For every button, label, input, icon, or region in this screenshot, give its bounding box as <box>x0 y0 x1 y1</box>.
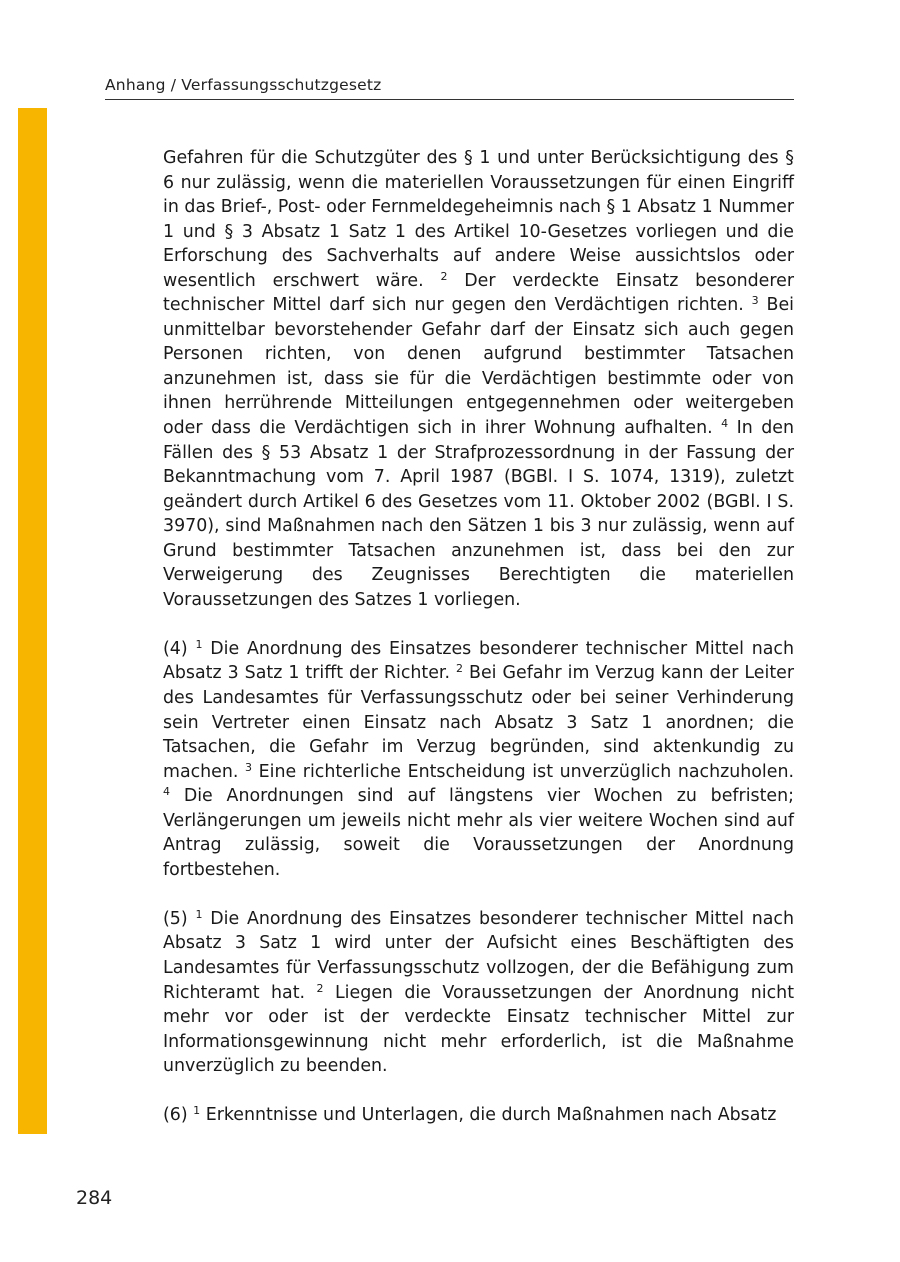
paragraph-6 <box>163 1103 794 1128</box>
page-number: 284 <box>76 1187 113 1209</box>
paragraph-label: (6) <box>163 1105 188 1126</box>
sentence: Gefahren für die Schutzgüter des § 1 und unter Berücksichtigung des § 6 nur zulässig, wenn die materiellen Voraussetzungen für einen Eingriff in das Brief-, Post- oder Fernmeldegeheimnis nach § 1 Absatz 1 Nummer 1 und § 3 Absatz 1 Satz 1 des Artikel 10-Gesetzes vorliegen und die Erforschung des Sachverhalts auf andere Weise aussichtslos oder wesentlich erschwert wäre. <box>163 148 794 291</box>
header-rule <box>105 99 794 100</box>
sentence-number: 2 <box>316 981 324 995</box>
sentence: Die Anordnung des Einsatzes besonderer technischer Mittel nach Absatz 3 Satz 1 wird unter der Aufsicht eines Beschäftigten des Landesamtes für Verfassungsschutz vollzogen, der die Befähigung zum Richteramt hat. <box>163 908 794 1003</box>
sentence-number: 2 <box>456 662 464 676</box>
sentence: Bei Gefahr im Verzug kann der Leiter des Landesamtes für Verfassungsschutz oder bei seiner Verhinderung sein Vertreter einen Einsatz nach Absatz 3 Satz 1 anordnen; die Tatsachen, die Gefahr im Verzug begründen, sind aktenkundig zu machen. <box>163 663 794 782</box>
sentence: Der verdeckte Einsatz besonderer technischer Mittel darf sich nur gegen den Verdächtigen richten. <box>163 270 794 316</box>
paragraph-4 <box>163 637 794 882</box>
sentence: Erkenntnisse und Unterlagen, die durch Maßnahmen nach Absatz <box>205 1105 777 1126</box>
paragraph-label: (4) <box>163 638 188 659</box>
running-header: Anhang / Verfassungsschutzgesetz <box>105 76 382 94</box>
sentence: Die Anordnungen sind auf längstens vier Wochen zu befristen; Verlängerungen um jeweils nicht mehr als vier weitere Wochen sind auf Antrag zulässig, soweit die Voraussetzungen der Anordnung fortbestehen. <box>163 786 794 880</box>
sentence-number: 3 <box>751 294 759 308</box>
sentence: Eine richterliche Entscheidung ist unverzüglich nachzuholen. <box>258 761 794 782</box>
paragraph-label: (5) <box>163 908 188 929</box>
sentence-number: 4 <box>721 417 729 431</box>
sentence: Die Anordnung des Einsatzes besonderer technischer Mittel nach Absatz 3 Satz 1 trifft der Richter. <box>163 638 794 684</box>
sentence-number: 1 <box>193 1104 201 1118</box>
sentence: Bei unmittelbar bevorstehender Gefahr darf der Einsatz sich auch gegen Personen richten, von denen aufgrund bestimmter Tatsachen anzunehmen ist, dass sie für die Verdächtigen bestimmte oder von ihnen herrührende Mitteilungen entgegennehmen oder weitergeben oder dass die Verdächtigen sich in ihrer Wohnung aufhalten. <box>163 295 794 439</box>
chapter-side-bar <box>18 108 47 1134</box>
paragraph-continuation <box>163 146 794 612</box>
sentence: Liegen die Voraussetzungen der Anordnung nicht mehr vor oder ist der verdeckte Einsatz technischer Mittel zur Informationsgewinnung nicht mehr erforderlich, ist die Maßnahme unverzüglich zu beenden. <box>163 982 795 1077</box>
sentence-number: 2 <box>440 269 448 283</box>
sentence: In den Fällen des § 53 Absatz 1 der Strafprozessordnung in der Fassung der Bekanntmachung vom 7. April 1987 (BGBl. I S. 1074, 1319), zuletzt geändert durch Artikel 6 des Gesetzes vom 11. Oktober 2002 (BGBl. I S. 3970), sind Maßnahmen nach den Sätzen 1 bis 3 nur zulässig, wenn auf Grund bestimmter Tatsachen anzunehmen ist, dass bei den zur Verweigerung des Zeugnisses Berechtigten die materiellen Voraussetzungen des Satzes 1 vorliegen. <box>163 418 794 610</box>
sentence-number: 4 <box>163 785 170 799</box>
sentence-number: 1 <box>195 637 203 651</box>
body-text <box>163 146 794 1128</box>
paragraph-5 <box>163 907 794 1079</box>
sentence-number: 1 <box>195 907 203 921</box>
sentence-number: 3 <box>245 760 253 774</box>
